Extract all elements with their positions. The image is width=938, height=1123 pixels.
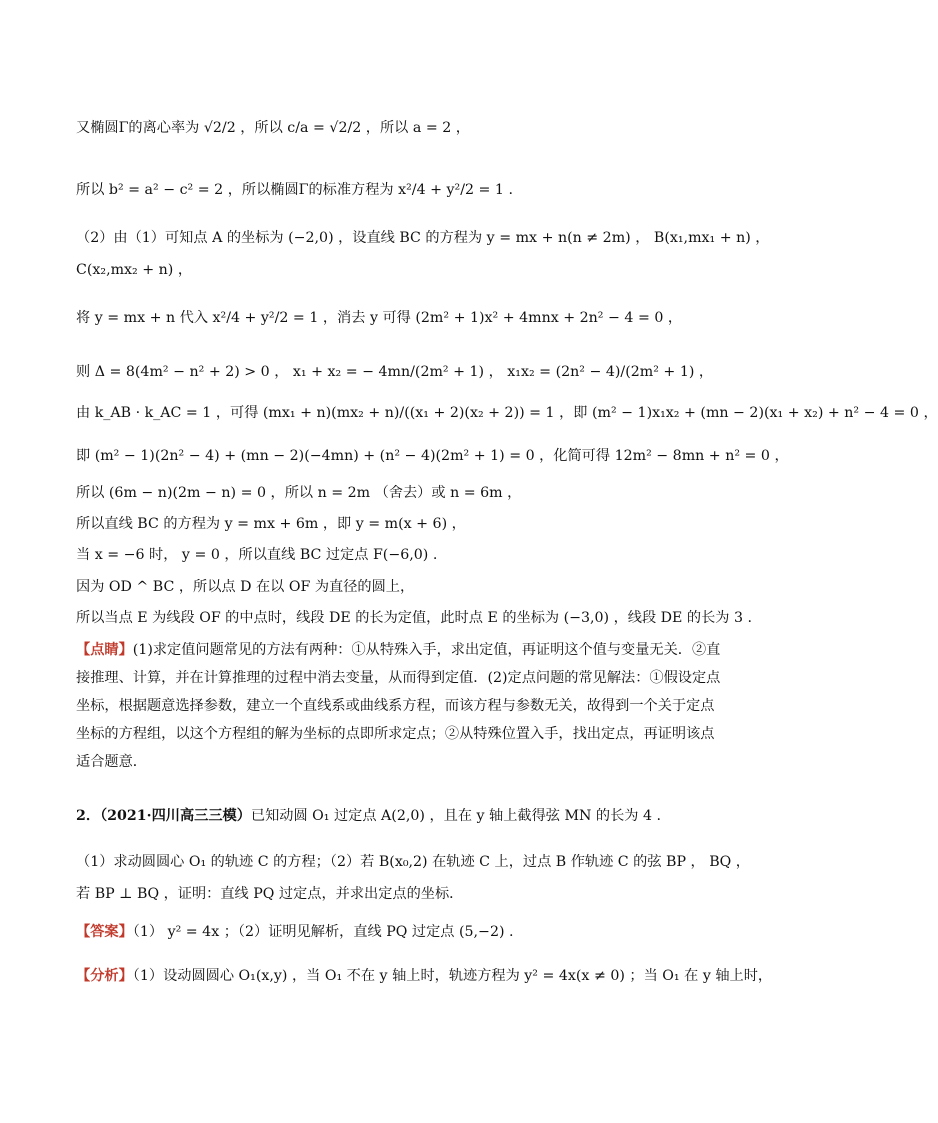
text-line: 当 x = −6 时， y = 0 ，所以直线 BC 过定点 F(−6,0) . — [76, 547, 438, 563]
tip-paragraph — [76, 636, 726, 776]
answer-text: （1） y² = 4x ；（2）证明见解析，直线 PQ 过定点 (5,−2) . — [132, 924, 514, 940]
text-line: （2）由（1）可知点 A 的坐标为 (−2,0) ，设直线 BC 的方程为 y = mx + n(n ≠ 2m) ， B(x₁,mx₁ + n) ， — [76, 230, 770, 246]
analysis-label: 【分析】 — [76, 968, 133, 984]
answer-label: 【答案】 — [76, 924, 133, 940]
text-line: 又椭圆Γ的离心率为 √2/2 ，所以 c/a = √2/2 ，所以 a = 2 ， — [76, 120, 470, 136]
analysis-line — [76, 966, 773, 986]
text-line: （1）求动圆圆心 O₁ 的轨迹 C 的方程；（2）若 B(x₀,2) 在轨迹 C 上，过点 B 作轨迹 C 的弦 BP ， BQ ， — [76, 854, 750, 870]
text-line: C(x₂,mx₂ + n) ， — [76, 262, 193, 278]
problem-stem: 已知动圆 O₁ 过定点 A(2,0) ，且在 y 轴上截得弦 MN 的长为 4 . — [250, 808, 662, 824]
text-line: 所以 (6m − n)(2m − n) = 0 ，所以 n = 2m （舍去）或 n = 6m ， — [76, 485, 522, 501]
analysis-text: （1）设动圆圆心 O₁(x,y) ，当 O₁ 不在 y 轴上时，轨迹方程为 y² = 4x(x ≠ 0) ；当 O₁ 在 y 轴上时， — [132, 968, 773, 984]
text-line: 因为 OD ^ BC ，所以点 D 在以 OF 为直径的圆上， — [76, 579, 415, 595]
problem-title-line — [76, 806, 736, 826]
problem-header: 2．（2021·四川高三三模） — [76, 808, 251, 824]
text-line: 所以当点 E 为线段 OF 的中点时，线段 DE 的长为定值，此时点 E 的坐标为 (−3,0) ，线段 DE 的长为 3 . — [76, 610, 753, 626]
tip-label: 【点睛】 — [76, 642, 133, 658]
text-line: 即 (m² − 1)(2n² − 4) + (mn − 2)(−4mn) + (n² − 4)(2m² + 1) = 0 ，化简可得 12m² − 8mn + n² = 0 ， — [76, 448, 789, 464]
text-line: 若 BP ⊥ BQ ，证明：直线 PQ 过定点，并求出定点的坐标． — [76, 886, 464, 902]
text-line: 所以直线 BC 的方程为 y = mx + 6m ，即 y = m(x + 6) ， — [76, 516, 466, 532]
text-line: 将 y = mx + n 代入 x²/4 + y²/2 = 1 ，消去 y 可得 (2m² + 1)x² + 4mnx + 2n² − 4 = 0 ， — [76, 310, 683, 326]
answer-line — [76, 922, 736, 942]
text-line: 则 Δ = 8(4m² − n² + 2) > 0 ， x₁ + x₂ = − 4mn/(2m² + 1) ， x₁x₂ = (2n² − 4)/(2m² + 1) ， — [76, 364, 714, 380]
tip-text: (1)求定值问题常见的方法有两种：①从特殊入手，求出定值，再证明这个值与变量无关．②直接推理、计算，并在计算推理的过程中消去变量，从而得到定值．(2)定点问题的常见解法：①假设定点坐标，根据题意选择参数，建立一个直线系或曲线系方程，而该方程与参数无关，故得到一个关于定点坐标的方程组，以这个方程组的解为坐标的点即所求定点；②从特殊位置入手，找出定点，再证明该点适合题意． — [76, 642, 721, 770]
text-line: 所以 b² = a² − c² = 2 ，所以椭圆Γ的标准方程为 x²/4 + y²/2 = 1 . — [76, 182, 513, 198]
text-line: 由 k_AB · k_AC = 1 ，可得 (mx₁ + n)(mx₂ + n)/((x₁ + 2)(x₂ + 2)) = 1 ，即 (m² − 1)x₁x₂ + (mn − 2)(x₁ + x₂) + n² − 4 = 0 ， — [76, 405, 938, 421]
